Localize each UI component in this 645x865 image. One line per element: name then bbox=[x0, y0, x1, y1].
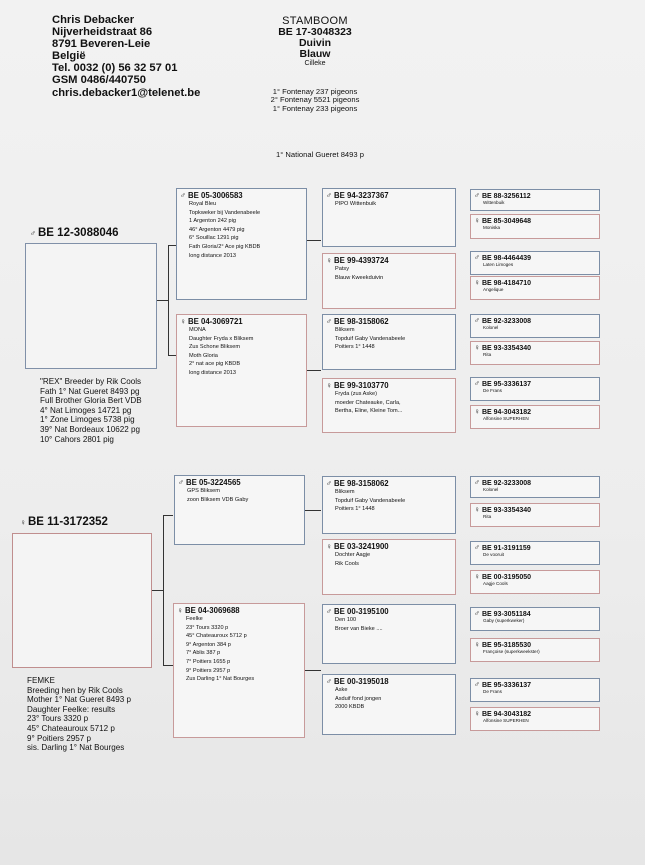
pedigree-box-header bbox=[471, 542, 599, 552]
ring-number: BE 98-3158062 bbox=[334, 317, 389, 326]
female-symbol-icon: ♀ bbox=[474, 407, 480, 416]
pedigree-info-line: MONA bbox=[189, 327, 206, 333]
ring-number: BE 91-3191159 bbox=[482, 545, 531, 552]
pedigree-box bbox=[470, 341, 600, 365]
result-line: 1° Fontenay 237 pigeons bbox=[272, 87, 358, 96]
connector-line bbox=[307, 240, 321, 241]
pedigree-box-header bbox=[471, 639, 599, 649]
pigeon-ring: BE 17-3048323 bbox=[278, 26, 352, 38]
pedigree-box bbox=[470, 314, 600, 338]
ring-number: BE 05-3006583 bbox=[188, 191, 243, 200]
pedigree-box-header bbox=[323, 540, 455, 551]
owner-email: chris.debacker1@telenet.be bbox=[52, 86, 201, 99]
sire-desc-line: 39° Nat Bordeaux 10622 pg bbox=[40, 424, 140, 434]
pedigree-box bbox=[322, 539, 456, 595]
pedigree-box-header bbox=[471, 378, 599, 388]
owner-tel: Tel. 0032 (0) 56 32 57 01 bbox=[52, 62, 178, 75]
male-symbol-icon: ♂ bbox=[474, 253, 480, 262]
ring-number: BE 92-3233008 bbox=[482, 318, 532, 325]
female-symbol-icon: ♀ bbox=[474, 278, 480, 287]
pedigree-box bbox=[470, 570, 600, 594]
connector-line bbox=[305, 510, 321, 511]
male-symbol-icon: ♂ bbox=[474, 191, 480, 200]
dam-desc-line: 9° Poitiers 2957 p bbox=[27, 733, 91, 743]
female-symbol-icon: ♀ bbox=[20, 518, 26, 527]
pedigree-box-header bbox=[323, 605, 455, 616]
pedigree-box-header bbox=[323, 675, 455, 686]
dam-description bbox=[27, 676, 131, 753]
pigeon-name: Cilleke bbox=[304, 60, 326, 67]
pedigree-info-line: long distance 2013 bbox=[189, 252, 236, 259]
male-symbol-icon: ♂ bbox=[326, 191, 332, 200]
pedigree-info-line: Kolonel bbox=[483, 487, 499, 492]
female-symbol-icon: ♀ bbox=[180, 317, 186, 326]
pedigree-info-line: Daughter Fryda x Bliksem bbox=[189, 335, 254, 342]
dam-desc-line: Breeding hen by Rik Cools bbox=[27, 685, 123, 695]
pedigree-info-line: Dochter Aagje bbox=[335, 552, 371, 558]
male-symbol-icon: ♂ bbox=[326, 677, 332, 686]
pedigree-box-header bbox=[323, 477, 455, 488]
owner-city: 8791 Beveren-Leie bbox=[52, 38, 151, 51]
female-symbol-icon: ♀ bbox=[474, 640, 480, 649]
pedigree-box bbox=[176, 188, 307, 300]
connector-line bbox=[163, 665, 173, 666]
pedigree-box-header bbox=[323, 315, 455, 326]
pedigree-info-line: 46° Argenton 4479 pig bbox=[189, 226, 245, 233]
sire-desc-line: Fath 1° Nat Gueret 8493 pg bbox=[40, 386, 140, 396]
pedigree-box bbox=[470, 541, 600, 565]
pedigree-info-line: Rita bbox=[483, 514, 492, 519]
pedigree-info-line: Moniska bbox=[483, 225, 501, 230]
pedigree-info-line: Rik Cools bbox=[335, 560, 359, 567]
pedigree-info-line: Bertha, Eline, Kleine Tom... bbox=[335, 408, 403, 415]
pedigree-box bbox=[322, 253, 456, 309]
pedigree-info-line: Zus Schone Bliksem bbox=[189, 344, 240, 351]
pedigree-box bbox=[470, 377, 600, 401]
pedigree-box-header bbox=[323, 379, 455, 390]
pedigree-info-line: Asduif fond jongen bbox=[335, 695, 382, 702]
pedigree-box bbox=[470, 607, 600, 631]
pedigree-info-line: 2000 KBDB bbox=[335, 704, 365, 711]
pedigree-box bbox=[174, 475, 305, 545]
pedigree-title-block bbox=[240, 15, 390, 67]
female-symbol-icon: ♀ bbox=[326, 542, 332, 551]
ring-number: BE 98-4464439 bbox=[482, 255, 532, 262]
pedigree-info-line: PIPO Wittenbuik bbox=[335, 201, 377, 207]
pedigree-box-header bbox=[471, 190, 599, 200]
connector-line bbox=[168, 245, 176, 246]
male-symbol-icon: ♂ bbox=[326, 479, 332, 488]
pedigree-info-line: Poitiers 1° 1448 bbox=[335, 344, 375, 351]
pedigree-info-line: Zus Darling 1° Nat Bourges bbox=[186, 676, 255, 683]
pedigree-box-header bbox=[471, 277, 599, 287]
connector-line bbox=[168, 245, 169, 355]
pedigree-box-header bbox=[175, 476, 304, 487]
female-symbol-icon: ♀ bbox=[177, 606, 183, 615]
pedigree-box bbox=[470, 707, 600, 731]
ring-number: BE 92-3233008 bbox=[482, 480, 532, 487]
dam-desc-line: 45° Chateauroux 5712 p bbox=[27, 723, 115, 733]
pedigree-box-header bbox=[471, 608, 599, 618]
male-symbol-icon: ♂ bbox=[474, 609, 480, 618]
pedigree-box bbox=[470, 276, 600, 300]
ring-number: BE 99-4393724 bbox=[334, 256, 389, 265]
sire-desc-line: Full Brother Gloria Bert VDB bbox=[40, 396, 142, 406]
ring-number: BE 00-3195050 bbox=[482, 574, 532, 581]
pedigree-info-line: 23° Tours 3320 p bbox=[186, 624, 229, 631]
sire-heading bbox=[30, 223, 119, 241]
pedigree-info-line: 9° Poitiers 2957 p bbox=[186, 667, 231, 674]
pedigree-box bbox=[470, 503, 600, 527]
pedigree-box-header bbox=[177, 315, 306, 326]
ring-number: BE 85-3049648 bbox=[482, 218, 532, 225]
sire-desc-line: 10° Cahors 2801 pig bbox=[40, 434, 114, 444]
pedigree-info-line: moeder Chateauke, Carla, bbox=[335, 399, 401, 406]
pedigree-info-line: Gaby (superkweker) bbox=[483, 618, 525, 623]
sire-desc-line: "REX" Breeder by Rik Cools bbox=[40, 377, 142, 386]
pedigree-box-header bbox=[471, 477, 599, 487]
national-result: 1° National Gueret 8493 p bbox=[276, 150, 364, 159]
pedigree-info-line: Bliksem bbox=[335, 327, 355, 333]
pedigree-info-line: Topduif Gaby Vandenabeele bbox=[335, 497, 406, 504]
pedigree-info-line: Kolonel bbox=[483, 325, 499, 330]
result-line: 2° Fontenay 5521 pigeons bbox=[270, 95, 360, 105]
owner-country: België bbox=[52, 50, 86, 63]
pedigree-info-line: Aagje Cools bbox=[483, 581, 508, 586]
pedigree-info-line: 2° nat ace pig KBDB bbox=[189, 361, 241, 368]
pedigree-info-line: Topkweker bij Vandenabeele bbox=[189, 209, 261, 216]
pedigree-info-line: De Frans bbox=[483, 689, 502, 694]
pedigree-info-line: Topduif Gaby Vandenabeele bbox=[335, 335, 406, 342]
pedigree-info-line: De vooruit bbox=[483, 552, 504, 557]
pigeon-results bbox=[240, 88, 390, 113]
pedigree-info-line: 7° Poitiers 1655 p bbox=[186, 658, 231, 665]
pedigree-box bbox=[322, 314, 456, 370]
result-line: 1° Fontenay 233 pigeons bbox=[272, 103, 358, 113]
dam-desc-line: 23° Tours 3320 p bbox=[27, 714, 89, 724]
pedigree-box-header bbox=[174, 604, 304, 615]
connector-line bbox=[305, 670, 321, 671]
pedigree-box bbox=[470, 638, 600, 662]
connector-line bbox=[157, 300, 168, 301]
pedigree-info-line: zoon Bliksem VDB Gaby bbox=[187, 496, 249, 503]
ring-number: BE 88-3256112 bbox=[482, 193, 531, 200]
dam-photo-placeholder bbox=[12, 533, 152, 668]
pedigree-info-line: De Frans bbox=[483, 388, 502, 393]
female-symbol-icon: ♀ bbox=[474, 216, 480, 225]
pedigree-box-header bbox=[471, 406, 599, 416]
ring-number: BE 05-3224565 bbox=[186, 478, 241, 487]
pedigree-box bbox=[470, 476, 600, 498]
ring-number: BE 00-3195100 bbox=[334, 607, 389, 616]
pedigree-box bbox=[322, 604, 456, 664]
pigeon-sex: Duivin bbox=[298, 37, 332, 49]
pedigree-box-header bbox=[471, 215, 599, 225]
pedigree-info-line: Rita bbox=[483, 352, 492, 357]
pedigree-box-header bbox=[323, 254, 455, 265]
owner-street: Nijverheidstraat 86 bbox=[52, 26, 153, 39]
ring-number: BE 98-3158062 bbox=[334, 479, 389, 488]
male-symbol-icon: ♂ bbox=[326, 607, 332, 616]
sire-photo-placeholder bbox=[25, 243, 157, 369]
female-symbol-icon: ♀ bbox=[474, 709, 480, 718]
connector-line bbox=[163, 515, 173, 516]
pedigree-box bbox=[470, 214, 600, 239]
dam-desc-line: Mother 1° Nat Gueret 8493 p bbox=[27, 695, 132, 705]
pedigree-info-line: Poitiers 1° 1448 bbox=[335, 506, 375, 513]
ring-number: BE 94-3043182 bbox=[482, 409, 532, 416]
pedigree-box-header bbox=[323, 189, 455, 200]
pedigree-info-line: Fath Gloria/2° Ace pig KBDB bbox=[189, 243, 261, 250]
male-symbol-icon: ♂ bbox=[474, 680, 480, 689]
pedigree-info-line: 7° Ablis 387 p bbox=[186, 650, 221, 657]
pedigree-info-line: Den 100 bbox=[335, 617, 357, 623]
ring-number: BE 93-3354340 bbox=[482, 345, 532, 352]
female-symbol-icon: ♀ bbox=[326, 256, 332, 265]
pedigree-box bbox=[470, 251, 600, 275]
connector-line bbox=[168, 355, 176, 356]
sire-description bbox=[40, 377, 142, 444]
ring-number: BE 99-3103770 bbox=[334, 381, 389, 390]
pedigree-info-line: Bliksem bbox=[335, 489, 355, 495]
ring-number: BE 95-3336137 bbox=[482, 381, 532, 388]
pedigree-info-line: Fryda (zus Aske) bbox=[335, 391, 377, 397]
connector-line bbox=[152, 590, 163, 591]
pedigree-box bbox=[322, 476, 456, 534]
pedigree-box bbox=[470, 678, 600, 702]
pedigree-box bbox=[322, 188, 456, 247]
sire-desc-line: 1° Zone Limoges 5738 pig bbox=[40, 415, 135, 425]
pedigree-info-line: Moth Gloria bbox=[189, 352, 218, 359]
male-symbol-icon: ♂ bbox=[474, 379, 480, 388]
pedigree-box-header bbox=[471, 679, 599, 689]
pedigree-box bbox=[470, 405, 600, 429]
ring-number: BE 98-4184710 bbox=[482, 280, 532, 287]
connector-line bbox=[307, 370, 321, 371]
owner-gsm: GSM 0486/440750 bbox=[52, 74, 146, 87]
ring-number: BE 04-3069688 bbox=[185, 606, 240, 615]
pedigree-info-line: 1 Argenton 242 pig bbox=[189, 218, 236, 225]
pedigree-box bbox=[470, 189, 600, 211]
ring-number: BE 94-3237367 bbox=[334, 191, 389, 200]
pedigree-info-line: Royal Bleu bbox=[189, 201, 217, 207]
ring-number: BE 95-3185530 bbox=[482, 642, 532, 649]
male-symbol-icon: ♂ bbox=[474, 543, 480, 552]
ring-number: BE 03-3241900 bbox=[334, 542, 389, 551]
pedigree-box bbox=[322, 674, 456, 735]
pigeon-color: Blauw bbox=[299, 48, 331, 60]
pedigree-box-header bbox=[471, 571, 599, 581]
ring-number: BE 93-3051184 bbox=[482, 611, 531, 618]
pedigree-info-line: long distance 2013 bbox=[189, 369, 236, 376]
pedigree-box bbox=[173, 603, 305, 738]
connector-line bbox=[163, 515, 164, 665]
female-symbol-icon: ♀ bbox=[326, 381, 332, 390]
pedigree-info-line: Patsy bbox=[335, 266, 349, 272]
ring-number: BE 00-3195018 bbox=[334, 677, 389, 686]
document-type: STAMBOOM bbox=[282, 15, 348, 27]
owner-block bbox=[52, 14, 200, 99]
pedigree-box-header bbox=[177, 189, 306, 200]
dam-desc-line: sis. Darling 1° Nat Bourges bbox=[27, 743, 125, 753]
pedigree-box-header bbox=[471, 315, 599, 325]
ring-number: BE 04-3069721 bbox=[188, 317, 243, 326]
dam-desc-line: Daughter Feelke: results bbox=[27, 704, 116, 714]
pedigree-info-line: Alfonsine SUPERHEN bbox=[483, 416, 529, 421]
pedigree-info-line: Alfonsine SUPERHEN bbox=[483, 718, 529, 723]
pedigree-info-line: Françoise (superkweekster) bbox=[483, 649, 540, 654]
sire-ring: BE 12-3088046 bbox=[38, 227, 119, 239]
dam-desc-line: FEMKE bbox=[27, 676, 55, 685]
ring-number: BE 93-3354340 bbox=[482, 507, 532, 514]
pedigree-box-header bbox=[471, 504, 599, 514]
pedigree-box-header bbox=[471, 708, 599, 718]
pedigree-box-header bbox=[471, 342, 599, 352]
pedigree-info-line: Laten Limoges bbox=[483, 262, 514, 267]
pedigree-info-line: Wittenbuik bbox=[483, 200, 505, 205]
pedigree-box bbox=[322, 378, 456, 433]
pedigree-info-line: Broer van Bieke .... bbox=[335, 625, 383, 632]
male-symbol-icon: ♂ bbox=[474, 316, 480, 325]
male-symbol-icon: ♂ bbox=[180, 191, 186, 200]
male-symbol-icon: ♂ bbox=[30, 229, 36, 238]
pedigree-box-header bbox=[471, 252, 599, 262]
female-symbol-icon: ♀ bbox=[474, 572, 480, 581]
female-symbol-icon: ♀ bbox=[474, 505, 480, 514]
dam-ring: BE 11-3172352 bbox=[28, 516, 108, 528]
male-symbol-icon: ♂ bbox=[326, 317, 332, 326]
pedigree-info-line: 45° Chateauroux 5712 p bbox=[186, 633, 247, 640]
ring-number: BE 94-3043182 bbox=[482, 711, 532, 718]
sire-desc-line: 4° Nat Limoges 14721 pg bbox=[40, 405, 132, 415]
pedigree-info-line: Aske bbox=[335, 687, 348, 693]
pedigree-info-line: Feelke bbox=[186, 616, 203, 622]
dam-heading bbox=[20, 512, 108, 530]
male-symbol-icon: ♂ bbox=[178, 478, 184, 487]
ring-number: BE 95-3336137 bbox=[482, 682, 532, 689]
pedigree-info-line: Blauw Kweekduivin bbox=[335, 274, 384, 281]
pedigree-box bbox=[176, 314, 307, 427]
pedigree-info-line: GPS Bliksem bbox=[187, 488, 220, 494]
pedigree-info-line: Angelique bbox=[483, 287, 504, 292]
owner-name: Chris Debacker bbox=[52, 14, 135, 26]
pedigree-info-line: 9° Argenton 384 p bbox=[186, 641, 231, 648]
female-symbol-icon: ♀ bbox=[474, 343, 480, 352]
male-symbol-icon: ♂ bbox=[474, 478, 480, 487]
pedigree-info-line: 6° Souillac 1291 pig bbox=[189, 235, 239, 242]
